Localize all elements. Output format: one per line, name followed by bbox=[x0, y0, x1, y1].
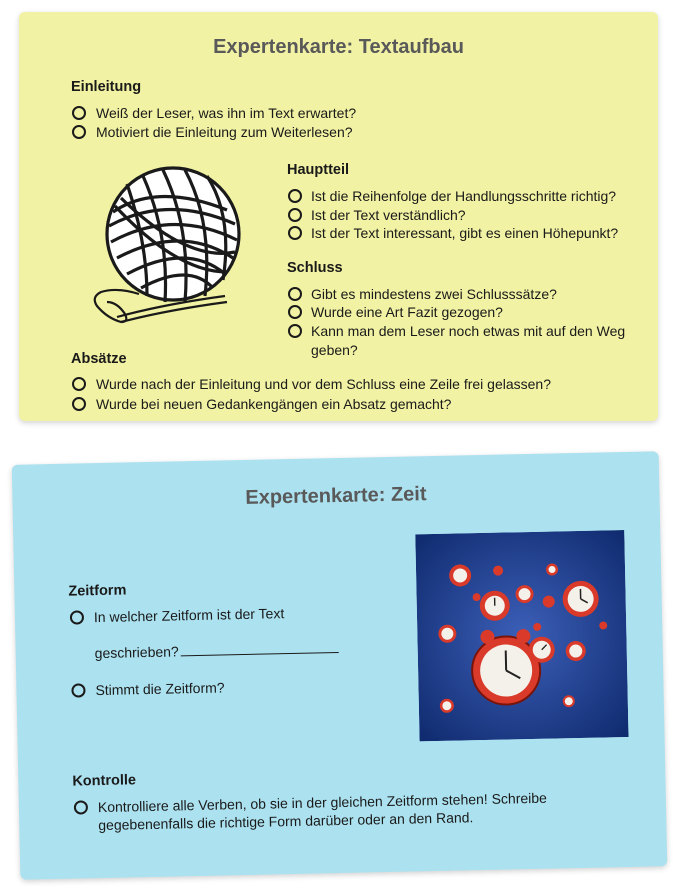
checkbox-circle-icon[interactable] bbox=[72, 377, 86, 391]
checkbox-circle-icon[interactable] bbox=[288, 287, 302, 301]
checkbox-circle-icon[interactable] bbox=[70, 610, 84, 624]
expert-card-text-structure: Expertenkarte: Textaufbau Einleitung Weiß der Leser, was ihn im Text erwartet? Motiviert die Einleitung zum Weiterlesen? Hauptteil Ist die Reihenfolge der Handlungsschritte richtig? Ist der Text verständlich? Ist der Text interessant, gibt es einen Höhepunkt? Schluss Gibt es mindestens zwei Schlusssätze? Wurde eine Art Fazit gezogen? Kann man dem Leser noch etwas mit auf den Weg geben? Absätze Wurde nach der Einleitung und vor dem Schluss eine Zeile frei gelassen? Wurde bei neuen Gedankengängen ein Absatz gemacht? bbox=[19, 12, 658, 421]
checkbox-circle-icon[interactable] bbox=[288, 226, 302, 240]
checkbox-circle-icon[interactable] bbox=[72, 125, 86, 139]
heading-einleitung: Einleitung bbox=[71, 79, 142, 95]
heading-kontrolle: Kontrolle bbox=[72, 772, 137, 790]
heading-absaetze: Absätze bbox=[71, 351, 127, 367]
heading-zeitform: Zeitform bbox=[68, 582, 127, 600]
checkbox-circle-icon[interactable] bbox=[72, 397, 86, 411]
checkbox-circle-icon[interactable] bbox=[71, 683, 85, 697]
card-title-textaufbau: Expertenkarte: Textaufbau bbox=[213, 36, 464, 58]
yarn-ball-icon bbox=[77, 162, 247, 332]
heading-hauptteil: Hauptteil bbox=[287, 162, 350, 178]
answer-blank-line[interactable] bbox=[181, 640, 339, 656]
checkbox-circle-icon[interactable] bbox=[288, 208, 302, 222]
expert-card-time: Expertenkarte: Zeit Zeitform In welcher Zeitform ist der Text geschrieben? Stimmt die Zeitform? Kontrolle Kontrolliere alle Verben, ob sie in der gleichen Zeitform stehen! Schreibe gegebenenfalls die richtige Form darüber oder an den Rand. bbox=[12, 451, 668, 879]
heading-schluss: Schluss bbox=[287, 260, 343, 276]
checkbox-circle-icon[interactable] bbox=[288, 324, 302, 338]
alarm-clocks-image bbox=[415, 530, 628, 741]
card-title-zeit: Expertenkarte: Zeit bbox=[245, 483, 427, 509]
checkbox-circle-icon[interactable] bbox=[288, 189, 302, 203]
checkbox-circle-icon[interactable] bbox=[288, 305, 302, 319]
checkbox-circle-icon[interactable] bbox=[72, 106, 86, 120]
checkbox-circle-icon[interactable] bbox=[74, 800, 88, 814]
